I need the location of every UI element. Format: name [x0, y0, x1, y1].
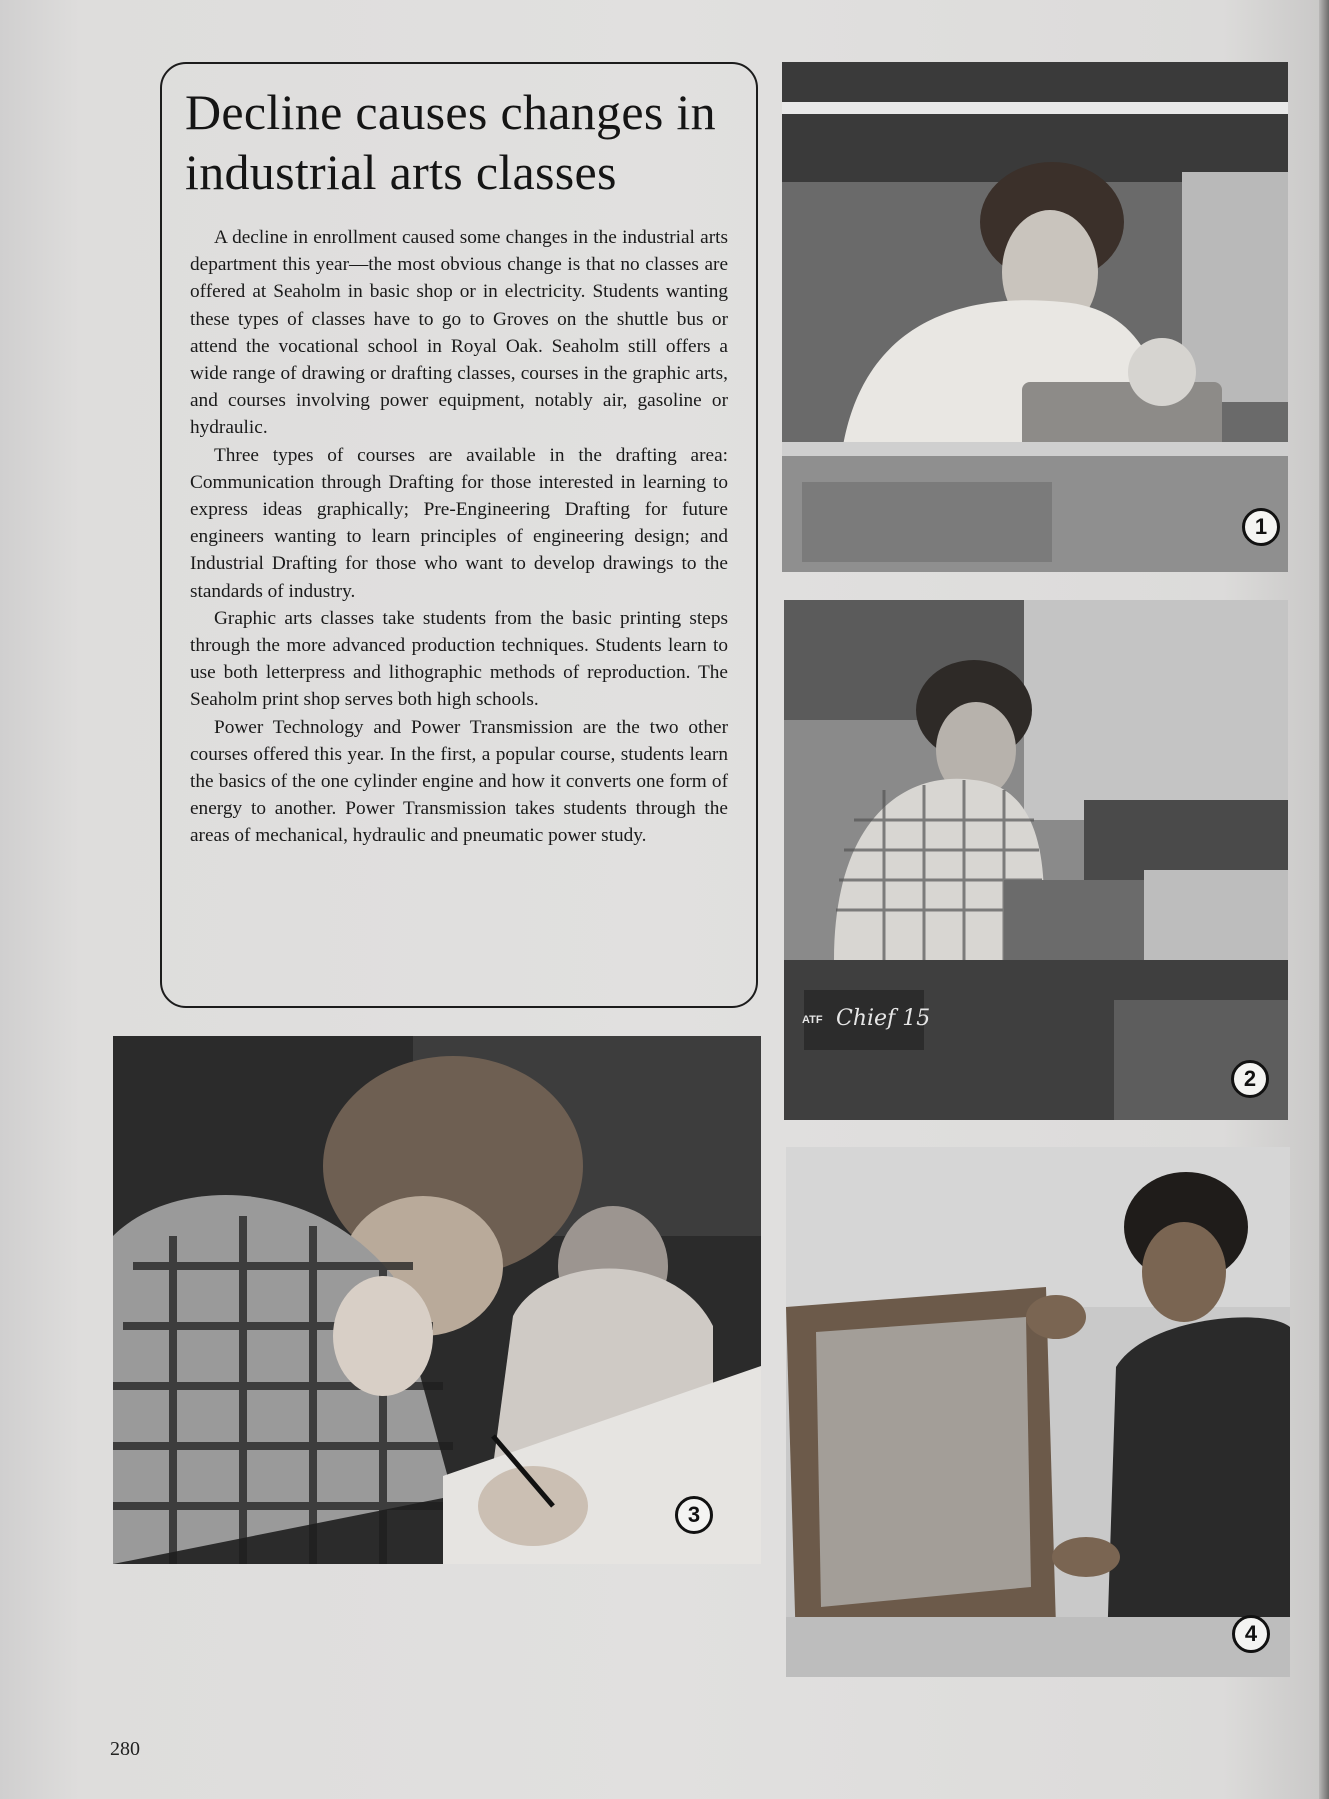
page-number: 280 [110, 1738, 140, 1760]
student-at-machine-icon [782, 62, 1288, 572]
student-at-printing-press-icon [784, 600, 1288, 1120]
photo-4 [786, 1147, 1290, 1677]
photo-number-badge: 2 [1231, 1060, 1269, 1098]
article-paragraph: Graphic arts classes take students from the basic printing steps through the more advanced production techniques. Students learn to use both letterpress and lithographic methods of reproduction. The Seaholm print shop serves both high schools. [190, 607, 728, 711]
article-body [190, 224, 728, 850]
article-headline: Decline causes changes in industrial arts classes [185, 84, 716, 200]
photo-number-badge: 4 [1232, 1615, 1270, 1653]
article-paragraph: Power Technology and Power Transmission are the two other courses offered this year. In the first, a popular course, students learn the basics of the one cylinder engine and how it converts one form of energy to another. Power Transmission takes students through the areas of mechanical, hydraulic and pneumatic power study. [190, 716, 728, 847]
photo-3 [113, 1036, 761, 1564]
photo-number-badge: 3 [675, 1496, 713, 1534]
page-binding-edge [1319, 0, 1329, 1799]
article-paragraph: Three types of courses are available in the drafting area: Communication through Drafting for those interested in learning to express ideas graphically; Pre-Engineering Drafting for future engineers wanting to learn principles of engineering design; and Industrial Drafting for those who want to develop drawings to the standards of industry. [190, 444, 728, 602]
students-drafting-icon [113, 1036, 761, 1564]
photo-1 [782, 62, 1288, 572]
photo-2 [784, 600, 1288, 1120]
student-lifting-screen-frame-icon [786, 1147, 1290, 1677]
photo-number-badge: 1 [1242, 508, 1280, 546]
press-brand-label: ATF [802, 1014, 823, 1026]
article-paragraph: A decline in enrollment caused some changes in the industrial arts department this year—the most obvious change is that no classes are offered at Seaholm in basic shop or in electricity. Students wanting these types of classes have to go to Groves on the shuttle bus or attend the vocational school in Royal Oak. Seaholm still offers a wide range of drawing or drafting classes, courses in the graphic arts, and courses involving power equipment, notably air, gasoline or hydraulic. [190, 227, 728, 439]
press-model-label: Chief 15 [836, 1006, 931, 1031]
